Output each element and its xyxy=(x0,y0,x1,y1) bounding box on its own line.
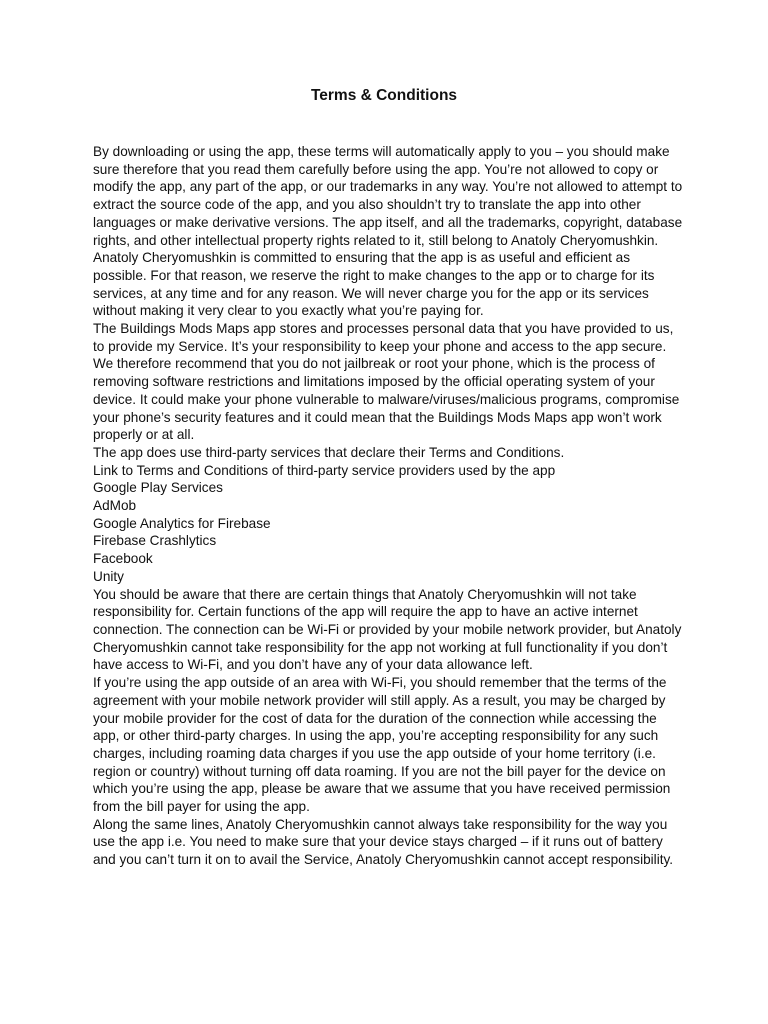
paragraph-third-party: The app does use third-party services that declare their Terms and Conditions. xyxy=(93,444,565,460)
list-item-google-play-services: Google Play Services xyxy=(93,480,223,496)
list-item-google-analytics: Google Analytics for Firebase xyxy=(93,515,271,531)
paragraph-responsibility: You should be aware that there are certain things that Anatoly Cheryomushkin will not take responsibility for. Certain functions of the app will require the app to have an active internet connection. The connection can be Wi-Fi or provided by your mobile network provider, but Anatoly Cheryomushkin cannot take responsibility for the app not working at full functionality if you don’t have access to Wi-Fi, and you don’t have any of your data allowance left. xyxy=(93,586,682,673)
list-item-admob: AdMob xyxy=(93,498,137,514)
paragraph-third-party-link: Link to Terms and Conditions of third-party service providers used by the app xyxy=(93,462,556,478)
paragraph-intro: By downloading or using the app, these terms will automatically apply to you – you should make sure therefore that you read them carefully before using the app. You’re not allowed to copy or modify the app, any part of the app, or our trademarks in any way. You’re not allowed to attempt to extract the source code of the app, and you also shouldn’t try to translate the app into other languages or make derivative versions. The app itself, and all the trademarks, copyright, database rights, and other intellectual property rights related to it, still belong to Anatoly Cheryomushkin. xyxy=(93,144,683,248)
list-item-unity: Unity xyxy=(93,568,124,584)
list-item-facebook: Facebook xyxy=(93,551,153,567)
list-item-firebase-crashlytics: Firebase Crashlytics xyxy=(93,533,217,549)
paragraph-device-usage: Along the same lines, Anatoly Cheryomushkin cannot always take responsibility for the way you use the app i.e. You need to make sure that your device stays charged – if it runs out of battery and you can’t turn it on to avail the Service, Anatoly Cheryomushkin cannot accept responsibility. xyxy=(93,816,674,868)
paragraph-personal-data: The Buildings Mods Maps app stores and processes personal data that you have provided to us, to provide my Service. It’s your responsibility to keep your phone and access to the app secure. We therefore recommend that you do not jailbreak or root your phone, which is the process of removing software restrictions and limitations imposed by the official operating system of your device. It could make your phone vulnerable to malware/viruses/malicious programs, compromise your phone’s security features and it could mean that the Buildings Mods Maps app won’t work properly or at all. xyxy=(93,321,680,443)
document-title: Terms & Conditions xyxy=(310,87,458,104)
document-body xyxy=(93,143,683,869)
paragraph-wifi-charges: If you’re using the app outside of an area with Wi-Fi, you should remember that the terms of the agreement with your mobile network provider will still apply. As a result, you may be charged by your mobile provider for the cost of data for the duration of the connection while accessing the app, or other third-party charges. In using the app, you’re accepting responsibility for any such charges, including roaming data charges if you use the app outside of your home territory (i.e. region or country) without turning off data roaming. If you are not the bill payer for the device on which you’re using the app, please be aware that we assume that you have received permission from the bill payer for using the app. xyxy=(93,675,671,815)
paragraph-changes: Anatoly Cheryomushkin is committed to ensuring that the app is as useful and efficient as possible. For that reason, we reserve the right to make changes to the app or to charge for its services, at any time and for any reason. We will never charge you for the app or its services without making it very clear to you exactly what you’re paying for. xyxy=(93,250,655,319)
